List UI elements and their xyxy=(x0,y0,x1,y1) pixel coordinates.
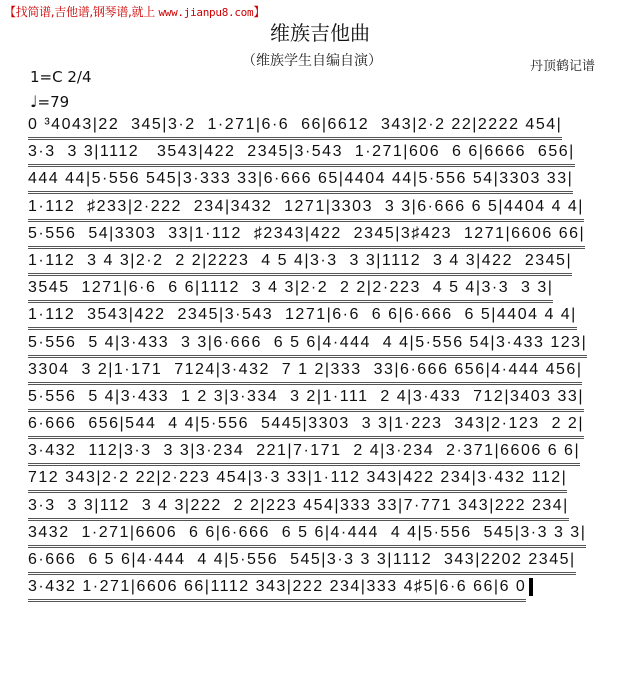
jianpu-score xyxy=(28,116,608,605)
score-line xyxy=(28,143,608,170)
score-line-text: 444 44|5·556 545|3·333 33|6·666 65|4404 44|5·556 54|3303 33| xyxy=(28,170,573,194)
score-line-text: 5·556 5 4|3·433 1 2 3|3·334 3 2|1·111 2 4|3·433 712|3403 33| xyxy=(28,388,584,412)
banner-text: 【找简谱,吉他谱,钢琴谱,就上 xyxy=(4,5,159,19)
score-line xyxy=(28,469,608,496)
score-line-text: 6·666 656|544 4 4|5·556 5445|3303 3 3|1·223 343|2·123 2 2| xyxy=(28,415,584,439)
score-line xyxy=(28,415,608,442)
score-line-text: 3·432 112|3·3 3 3|3·234 221|7·171 2 4|3·234 2·371|6606 6 6| xyxy=(28,442,580,466)
score-line-text: 1·112 3 4 3|2·2 2 2|2223 4 5 4|3·3 3 3|1112 3 4 3|422 2345| xyxy=(28,252,572,276)
score-line-text: 1·112 3543|422 2345|3·543 1271|6·6 6 6|6·666 6 5|4404 4 4| xyxy=(28,306,577,330)
score-line xyxy=(28,252,608,279)
score-line xyxy=(28,361,608,388)
score-line xyxy=(28,551,608,578)
score-line-text: 5·556 5 4|3·433 3 3|6·666 6 5 6|4·444 4 4|5·556 54|3·433 123| xyxy=(28,334,587,358)
score-line xyxy=(28,334,608,361)
score-line xyxy=(28,306,608,333)
score-line-text: 3·3 3 3|112 3 4 3|222 2 2|223 454|333 33|7·771 343|222 234| xyxy=(28,497,569,521)
score-line-text: 1·112 ♯233|2·222 234|3432 1271|3303 3 3|6·666 6 5|4404 4 4| xyxy=(28,198,584,222)
song-subtitle: （维族学生自编自演） xyxy=(242,53,382,69)
score-line xyxy=(28,497,608,524)
score-line xyxy=(28,578,608,605)
score-line-text: 3304 3 2|1·171 7124|3·432 7 1 2|333 33|6·666 656|4·444 456| xyxy=(28,361,582,385)
song-title: 维族吉他曲 xyxy=(270,21,370,45)
score-line xyxy=(28,170,608,197)
banner-close-bracket: 】 xyxy=(253,5,266,19)
score-line-text: 5·556 54|3303 33|1·112 ♯2343|422 2345|3♯423 1271|6606 66| xyxy=(28,225,585,249)
score-line-text: 3·3 3 3|1112 3543|422 2345|3·543 1·271|606 6 6|6666 656| xyxy=(28,143,575,167)
quarter-note-icon: ♩ xyxy=(30,92,38,111)
tempo-value: =79 xyxy=(37,93,70,111)
score-line xyxy=(28,279,608,306)
final-barline xyxy=(529,578,533,596)
score-line-text: 712 343|2·2 22|2·223 454|3·3 33|1·112 343|422 234|3·432 112| xyxy=(28,469,567,493)
score-line xyxy=(28,442,608,469)
score-line xyxy=(28,524,608,551)
score-line xyxy=(28,198,608,225)
banner-url-link[interactable]: www.jianpu8.com xyxy=(158,6,254,19)
score-line xyxy=(28,225,608,252)
key-time-signature: 1=C 2/4 xyxy=(30,68,92,86)
score-line xyxy=(28,116,608,143)
transcriber-credit: 丹顶鹤记谱 xyxy=(530,59,596,74)
score-line-text: 3545 1271|6·6 6 6|1112 3 4 3|2·2 2 2|2·223 4 5 4|3·3 3 3| xyxy=(28,279,553,303)
tempo-marking xyxy=(30,92,69,111)
score-line-text: 3432 1·271|6606 6 6|6·666 6 5 6|4·444 4 4|5·556 545|3·3 3 3| xyxy=(28,524,586,548)
score-line-text: 0 ³4043|22 345|3·2 1·271|6·6 66|6612 343|2·2 22|2222 454| xyxy=(28,116,562,140)
score-line-text: 3·432 1·271|6606 66|1112 343|222 234|333 4♯5|6·6 66|6 0 xyxy=(28,578,526,602)
score-line xyxy=(28,388,608,415)
score-line-text: 6·666 6 5 6|4·444 4 4|5·556 545|3·3 3 3|1112 343|2202 2345| xyxy=(28,551,576,575)
